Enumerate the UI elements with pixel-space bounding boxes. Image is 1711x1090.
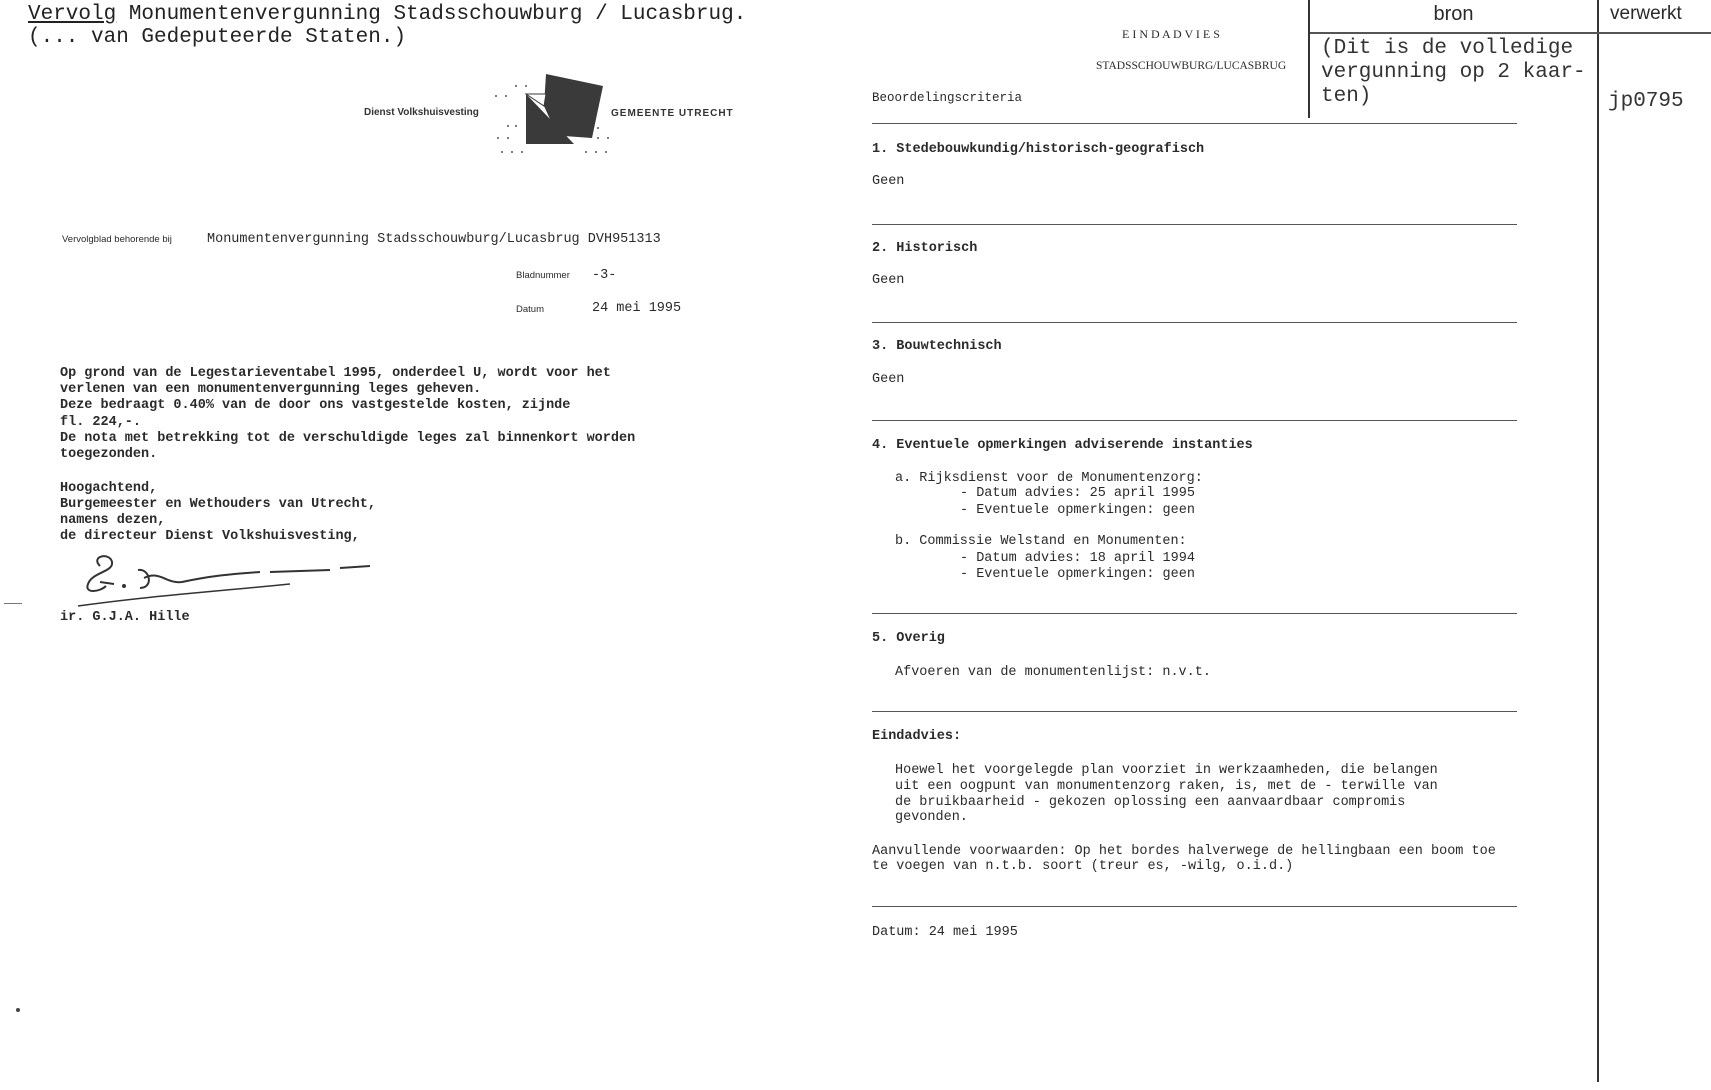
instantie-opmerkingen: - Eventuele opmerkingen: geen (960, 567, 1195, 582)
instantie-datum: - Datum advies: 18 april 1994 (960, 551, 1195, 566)
bladnummer-value: -3- (592, 268, 617, 283)
bladnummer-label: Bladnummer (516, 270, 570, 281)
divider (872, 711, 1517, 712)
bron-note-line: (Dit is de volledige (1321, 37, 1574, 60)
bron-note-line: ten) (1321, 85, 1372, 108)
body-line: toegezonden. (60, 447, 158, 462)
body-line: De nota met betrekking tot de verschuldigde leges zal binnenkort worden (60, 431, 636, 446)
divider (872, 224, 1517, 225)
section-text: Geen (872, 273, 905, 288)
instantie-datum: - Datum advies: 25 april 1995 (960, 486, 1195, 501)
divider (872, 420, 1517, 421)
overig-text: Afvoeren van de monumentenlijst: n.v.t. (895, 665, 1211, 680)
vervolgblad-label: Vervolgblad behorende bij (62, 234, 172, 245)
signatory-name: ir. G.J.A. Hille (60, 610, 190, 625)
title-underlined: Vervolg (28, 3, 117, 26)
eindadvies-line: de bruikbaarheid - gekozen oplossing een aanvaardbaar compromis (895, 795, 1406, 810)
letter-subtitle: (... van Gedeputeerde Staten.) (28, 26, 407, 49)
eindadvies-title: Eindadvies: (872, 729, 962, 744)
overig-title: 5. Overig (872, 631, 945, 646)
eindadvies-line: Hoewel het voorgelegde plan voorziet in werkzaamheden, die belangen (895, 763, 1438, 778)
verwerkt-value: jp0795 (1608, 90, 1684, 113)
section-title: 2. Historisch (872, 241, 978, 256)
margin-dot (16, 1008, 20, 1012)
section-title: 1. Stedebouwkundig/historisch-geografisch (872, 142, 1205, 157)
signature (70, 548, 410, 612)
letter-title (28, 4, 746, 25)
closing-line: de directeur Dienst Volkshuisvesting, (60, 529, 360, 544)
bron-note-line: vergunning op 2 kaar- (1321, 61, 1586, 84)
instantie-opmerkingen: - Eventuele opmerkingen: geen (960, 503, 1195, 518)
body-line: Deze bedraagt 0.40% van de door ons vastgestelde kosten, zijnde (60, 398, 571, 413)
instantie-name: b. Commissie Welstand en Monumenten: (895, 534, 1187, 549)
logo-left-text: Dienst Volkshuisvesting (364, 107, 479, 118)
section-text: Geen (872, 174, 905, 189)
divider (872, 322, 1517, 323)
logo-right-text: GEMEENTE UTRECHT (611, 108, 734, 119)
section-title: 4. Eventuele opmerkingen adviserende instanties (872, 438, 1253, 453)
voorwaarden-line: te voegen van n.t.b. soort (treur es, -wilg, o.i.d.) (872, 859, 1294, 874)
closing-line: Hoogachtend, (60, 481, 158, 496)
section-text: Geen (872, 372, 905, 387)
stamp-rule (1310, 32, 1711, 34)
verwerkt-label: verwerkt (1610, 3, 1682, 24)
eindadvies-line: uit een oogpunt van monumentenzorg raken, is, met de - terwille van (895, 779, 1438, 794)
datum-value: 24 mei 1995 (592, 301, 682, 316)
body-line: fl. 224,-. (60, 415, 142, 430)
bron-label: bron (1433, 3, 1474, 25)
section-title: 3. Bouwtechnisch (872, 339, 1002, 354)
divider (872, 613, 1517, 614)
criteria-label: Beoordelingscriteria (872, 91, 1023, 105)
title-rest: Monumentenvergunning Stadsschouwburg / Lucasbrug. (116, 3, 747, 26)
eindadvies-heading: E I N D A D V I E S (1122, 27, 1220, 41)
closing-line: namens dezen, (60, 513, 166, 528)
datum-label: Datum (516, 304, 544, 315)
vervolgblad-value: Monumentenvergunning Stadsschouwburg/Lucasbrug DVH951313 (207, 232, 661, 247)
divider (872, 906, 1517, 907)
body-line: verlenen van een monumentenvergunning leges geheven. (60, 382, 482, 397)
divider (872, 123, 1517, 124)
margin-mark (4, 603, 22, 604)
eindadvies-line: gevonden. (895, 810, 968, 825)
stamp-divider (1597, 0, 1599, 1082)
voorwaarden-line: Aanvullende voorwaarden: Op het bordes halverwege de hellingbaan een boom toe (872, 844, 1496, 859)
advies-subject: STADSSCHOUWBURG/LUCASBRUG (1096, 60, 1287, 72)
closing-line: Burgemeester en Wethouders van Utrecht, (60, 497, 376, 512)
body-line: Op grond van de Legestarieventabel 1995, onderdeel U, wordt voor het (60, 366, 611, 381)
advies-datum: Datum: 24 mei 1995 (872, 925, 1018, 940)
instantie-name: a. Rijksdienst voor de Monumentenzorg: (895, 471, 1203, 486)
